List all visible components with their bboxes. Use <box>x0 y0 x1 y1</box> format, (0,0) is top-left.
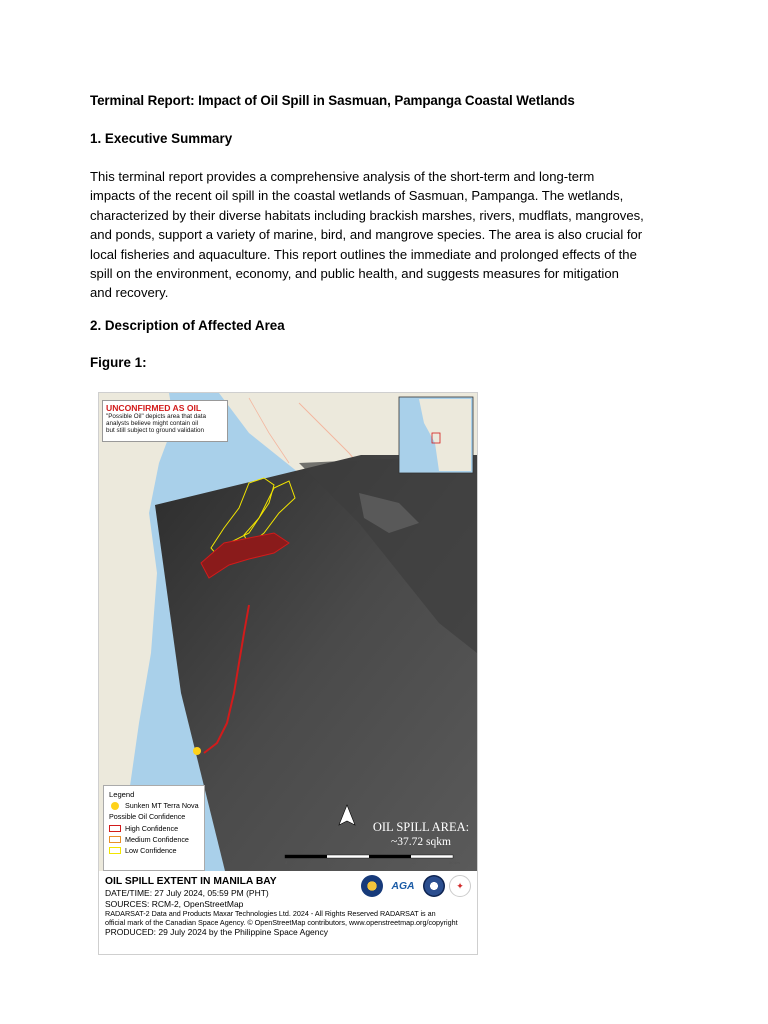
sunken-vessel-icon <box>111 802 119 810</box>
agency-seal-logo <box>423 875 445 897</box>
note-title: UNCONFIRMED AS OIL <box>106 403 202 413</box>
paragraph-line: and ponds, support a variety of marine, bird, and mangrove species. The area is also crucial for <box>90 227 643 243</box>
legend-row-sunken <box>109 800 199 811</box>
map-datetime: DATE/TIME: 27 July 2024, 05:59 PM (PHT) <box>105 888 269 898</box>
paragraph-line: spill on the environment, economy, and public health, and suggests measures for mitigation <box>90 266 619 282</box>
scale-tick: 0 <box>285 860 288 865</box>
low-confidence-swatch <box>109 847 121 854</box>
map-produced: PRODUCED: 29 July 2024 by the Philippine Space Agency <box>105 927 329 938</box>
note-line: "Possible Oil" depicts area that data <box>106 413 207 420</box>
paragraph-line: This terminal report provides a comprehensive analysis of the short-term and long-term <box>90 169 595 184</box>
scale-tick: 5 <box>327 860 330 865</box>
section-heading-affected-area: 2. Description of Affected Area <box>90 318 285 333</box>
figure-label: Figure 1: <box>90 355 147 370</box>
legend-label: Low Confidence <box>125 846 177 856</box>
scale-tick: 20 km <box>449 860 460 865</box>
legend-confidence-heading: Possible Oil Confidence <box>109 812 186 822</box>
sunken-vessel-marker <box>193 747 201 755</box>
map-credit-line: official mark of the Canadian Space Agency. © OpenStreetMap contributors, www.openstreetmap.org/copyright <box>105 917 458 927</box>
section-heading-executive-summary: 1. Executive Summary <box>90 131 233 146</box>
paragraph-line: local fisheries and aquaculture. This report outlines the immediate and prolonged effects of the <box>90 246 637 262</box>
note-line: analysts believe might contain oil <box>106 420 199 428</box>
scale-bar-segment <box>285 855 327 858</box>
oil-spill-map-figure <box>98 392 478 955</box>
legend-row-high <box>109 823 199 834</box>
document-title: Terminal Report: Impact of Oil Spill in Sasmuan, Pampanga Coastal Wetlands <box>90 93 575 108</box>
legend-label: High Confidence <box>125 823 179 833</box>
area-label-title: OIL SPILL AREA: <box>372 820 470 834</box>
legend-row-low <box>109 845 199 856</box>
executive-summary-paragraph <box>90 167 690 303</box>
agency-logos <box>361 875 471 897</box>
oil-spill-area-label <box>365 820 477 850</box>
high-confidence-swatch <box>109 825 121 832</box>
area-label-value: ~37.72 sqkm <box>391 836 451 848</box>
map-credit-line: RADARSAT-2 Data and Products Maxar Technologies Ltd. 2024 - All Rights Reserved RADARSAT is an <box>105 909 436 918</box>
scale-tick: 15 <box>411 860 416 865</box>
paragraph-line: impacts of the recent oil spill in the coastal wetlands of Sasmuan, Pampanga. The wetlands, <box>90 188 624 204</box>
philippine-seal-logo <box>361 875 383 897</box>
philsa-logo: AGA <box>387 875 419 897</box>
unconfirmed-oil-note <box>102 400 228 442</box>
canadian-space-agency-logo: ✦ <box>449 875 471 897</box>
map-sources: SOURCES: RCM-2, OpenStreetMap <box>105 899 244 909</box>
scale-tick: 10 <box>369 860 374 865</box>
legend-title: Legend <box>109 790 135 799</box>
map-title: OIL SPILL EXTENT IN MANILA BAY <box>105 876 277 887</box>
paragraph-line: characterized by their diverse habitats including brackish marshes, rivers, mudflats, mangroves, <box>90 207 644 223</box>
legend-label: Medium Confidence <box>125 834 189 844</box>
map-legend <box>103 785 205 871</box>
medium-confidence-swatch <box>109 836 121 843</box>
paragraph-line: and recovery. <box>90 285 169 301</box>
map-footer <box>99 871 477 955</box>
note-line: but still subject to ground validation <box>106 427 205 435</box>
legend-row-medium <box>109 834 199 845</box>
scale-bar-segment <box>369 855 411 858</box>
legend-label: Sunken MT Terra Nova <box>125 801 199 810</box>
